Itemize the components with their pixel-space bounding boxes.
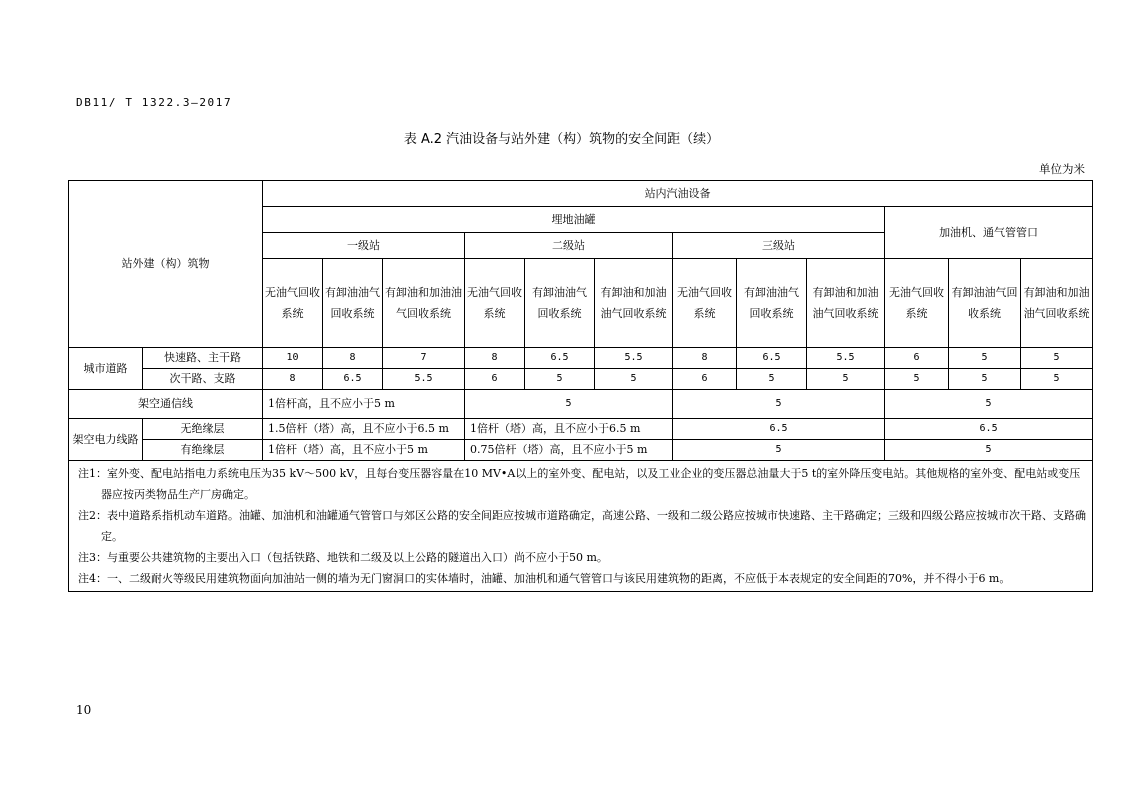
group-power-line: 架空电力线路 (69, 419, 143, 461)
table-cell: 8 (323, 348, 383, 369)
column-header: 有卸油和加油油气回收系统 (1021, 259, 1093, 348)
table-cell: 5 (525, 369, 595, 390)
table-cell: 5 (807, 369, 885, 390)
unit-label: 单位为米 (1039, 162, 1085, 176)
note-1: 注1：室外变、配电站指电力系统电压为35 kV～500 kV，且每台变压器容量在10 MV•A以上的室外变、配电站，以及工业企业的变压器总油量大于5 t的室外降压变电站。其他规格的室外变、配电站或变压器应按丙类物品生产厂房确定。 (78, 467, 1081, 501)
table-cell: 5.5 (807, 348, 885, 369)
table-cell: 5.5 (595, 348, 673, 369)
table-cell: 6.5 (673, 419, 885, 440)
table-cell: 7 (383, 348, 465, 369)
column-header: 有卸油油气回收系统 (949, 259, 1021, 348)
column-header: 有卸油和加油油气回收系统 (807, 259, 885, 348)
header-buried-tank: 埋地油罐 (263, 207, 885, 233)
row-label-secondary: 次干路、支路 (143, 369, 263, 390)
table-cell: 5.5 (383, 369, 465, 390)
column-header: 有卸油油气回收系统 (737, 259, 807, 348)
table-cell: 5 (949, 369, 1021, 390)
column-header: 有卸油和加油油气回收系统 (383, 259, 465, 348)
table-cell: 8 (263, 369, 323, 390)
table-cell: 5 (949, 348, 1021, 369)
table-cell: 1倍杆（塔）高，且不应小于5 m (263, 440, 465, 461)
column-header: 有卸油和加油油气回收系统 (595, 259, 673, 348)
page-number: 10 (76, 703, 92, 717)
safety-distance-table (68, 180, 1093, 592)
note-4: 注4：一、二级耐火等级民用建筑物面向加油站一侧的墙为无门窗洞口的实体墙时，油罐、加油机和通气管管口与该民用建筑物的距离，不应低于本表规定的安全间距的70%，并不得小于6 m。 (78, 572, 1011, 585)
table-cell: 6 (673, 369, 737, 390)
row-label-comm-line: 架空通信线 (69, 390, 263, 419)
table-cell: 6 (885, 348, 949, 369)
table-cell: 10 (263, 348, 323, 369)
table-cell: 6.5 (885, 419, 1093, 440)
column-header: 无油气回收系统 (263, 259, 323, 348)
header-station-equipment: 站内汽油设备 (263, 181, 1093, 207)
table-cell: 5 (673, 440, 885, 461)
header-grade1: 一级站 (263, 233, 465, 259)
row-label-bare: 无绝缘层 (143, 419, 263, 440)
table-cell: 6 (465, 369, 525, 390)
table-cell: 6.5 (323, 369, 383, 390)
header-grade2: 二级站 (465, 233, 673, 259)
group-city-road: 城市道路 (69, 348, 143, 390)
column-header: 有卸油油气回收系统 (525, 259, 595, 348)
header-grade3: 三级站 (673, 233, 885, 259)
header-dispenser: 加油机、通气管管口 (885, 207, 1093, 259)
table-cell: 5 (595, 369, 673, 390)
column-header: 有卸油油气回收系统 (323, 259, 383, 348)
table-cell: 5 (465, 390, 673, 419)
notes-cell (69, 461, 1093, 592)
note-3: 注3：与重要公共建筑物的主要出入口（包括铁路、地铁和二级及以上公路的隧道出入口）尚不应小于50 m。 (78, 551, 608, 564)
row-header-label: 站外建（构）筑物 (69, 181, 263, 348)
table-cell: 5 (885, 440, 1093, 461)
table-cell: 5 (885, 390, 1093, 419)
table-cell: 8 (673, 348, 737, 369)
column-header: 无油气回收系统 (465, 259, 525, 348)
table-cell: 1.5倍杆（塔）高，且不应小于6.5 m (263, 419, 465, 440)
table-cell: 8 (465, 348, 525, 369)
table-cell: 5 (1021, 348, 1093, 369)
table-cell: 6.5 (737, 348, 807, 369)
column-header: 无油气回收系统 (885, 259, 949, 348)
row-label-expressway: 快速路、主干路 (143, 348, 263, 369)
table-cell: 5 (673, 390, 885, 419)
standard-code: DB11/ T 1322.3—2017 (76, 96, 233, 109)
note-2: 注2：表中道路系指机动车道路。油罐、加油机和油罐通气管管口与郊区公路的安全间距应按城市道路确定，高速公路、一级和二级公路应按城市快速路、主干路确定；三级和四级公路应按城市次干路、支路确定。 (78, 509, 1086, 543)
table-cell: 6.5 (525, 348, 595, 369)
table-cell: 5 (885, 369, 949, 390)
table-cell: 1倍杆高，且不应小于5 m (263, 390, 465, 419)
table-cell: 5 (737, 369, 807, 390)
table-title: 表 A.2 汽油设备与站外建（构）筑物的安全间距（续） (403, 132, 720, 147)
column-header: 无油气回收系统 (673, 259, 737, 348)
table-cell: 5 (1021, 369, 1093, 390)
table-cell: 1倍杆（塔）高，且不应小于6.5 m (465, 419, 673, 440)
table-cell: 0.75倍杆（塔）高，且不应小于5 m (465, 440, 673, 461)
row-label-insulated: 有绝缘层 (143, 440, 263, 461)
